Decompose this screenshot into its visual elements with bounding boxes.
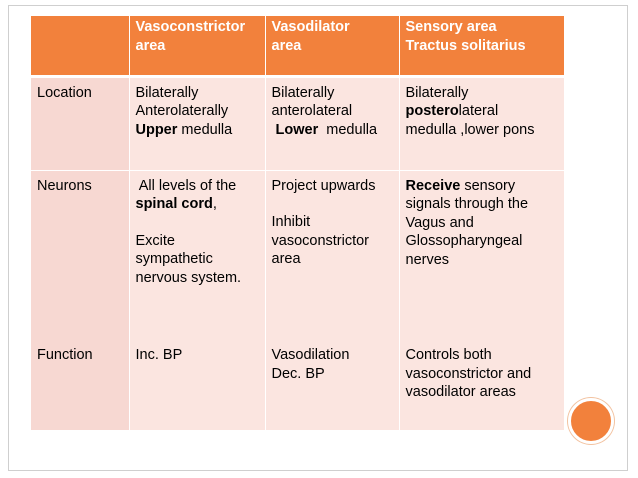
cell-location-vasoconstrictor: Bilaterally Anterolaterally Upper medulla: [129, 76, 265, 170]
cell-function-vasoconstrictor: Inc. BP: [129, 340, 265, 430]
header-cell-sensory-area: Sensory area Tractus solitarius: [399, 16, 564, 76]
cell-function-vasodilator: Vasodilation Dec. BP: [265, 340, 399, 430]
cell-function-sensory: Controls both vasoconstrictor and vasodilator areas: [399, 340, 564, 430]
header-cell-vasoconstrictor: Vasoconstrictor area: [129, 16, 265, 76]
comparison-table: [31, 16, 565, 430]
cell-neurons-vasodilator: Project upwards Inhibit vasoconstrictor area: [265, 170, 399, 340]
row-label-neurons: Neurons: [31, 170, 129, 340]
cell-neurons-vasoconstrictor: All levels of the spinal cord, Excite sympathetic nervous system.: [129, 170, 265, 340]
table-row-function: [31, 340, 564, 430]
cell-location-sensory: Bilaterally posterolateral medulla ,lower pons: [399, 76, 564, 170]
table-header-row: [31, 16, 564, 76]
cell-location-vasodilator: Bilaterally anterolateral Lower medulla: [265, 76, 399, 170]
header-cell-empty: [31, 16, 129, 76]
table-row-location: [31, 76, 564, 170]
header-cell-vasodilator: Vasodilator area: [265, 16, 399, 76]
row-label-function: Function: [31, 340, 129, 430]
table-row-neurons: [31, 170, 564, 340]
cell-neurons-sensory: Receive sensory signals through the Vagus and Glossopharyngeal nerves: [399, 170, 564, 340]
decorative-circle-icon: [568, 398, 614, 444]
row-label-location: Location: [31, 76, 129, 170]
